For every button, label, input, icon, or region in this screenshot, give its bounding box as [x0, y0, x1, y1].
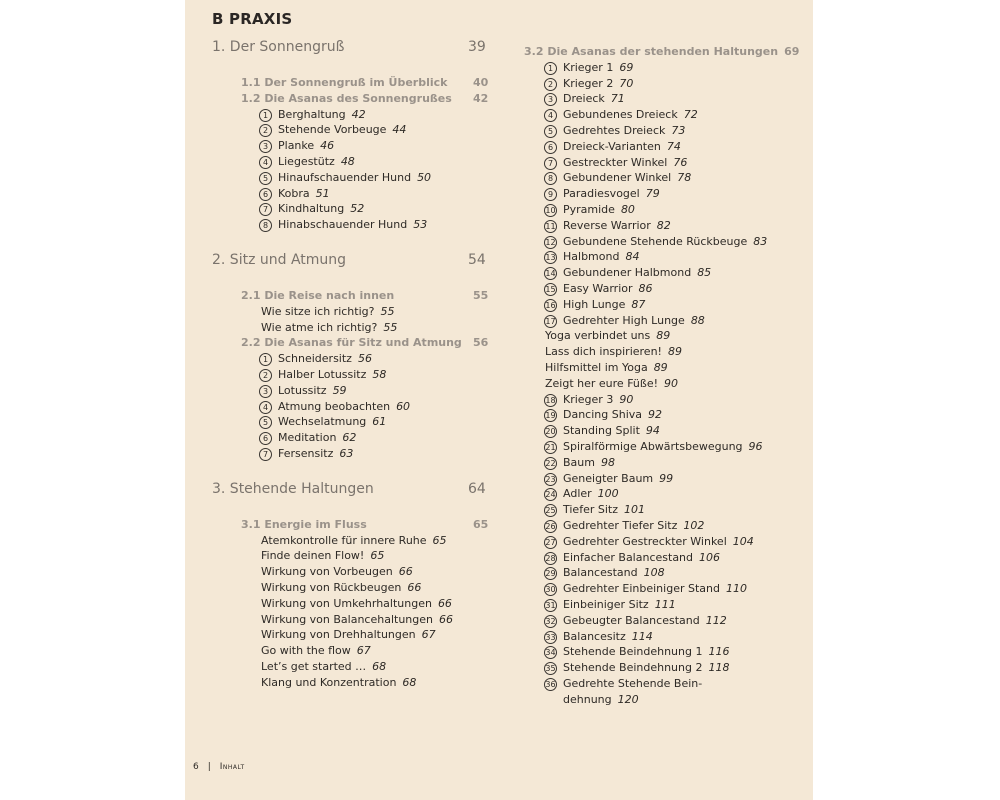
item-page: 104	[732, 534, 754, 548]
list-item	[544, 566, 665, 580]
number-circle-icon: 6	[544, 141, 557, 154]
item-page: 78	[677, 171, 692, 185]
number-circle-icon: 4	[544, 109, 557, 122]
item-title: Liegestütz	[278, 155, 335, 168]
number-circle-icon: 25	[545, 506, 556, 516]
item-title: Wie atme ich richtig?	[261, 320, 378, 334]
item-page: 66	[437, 596, 452, 610]
number-circle-icon: 33	[545, 632, 556, 642]
list-item	[544, 61, 633, 75]
number-circle-icon: 28	[545, 553, 556, 563]
section-page: 69	[784, 45, 800, 58]
item-title: Zeigt her eure Füße!	[545, 376, 658, 390]
item-title: Yoga verbindet uns	[545, 329, 651, 343]
list-item	[544, 203, 635, 217]
list-item	[545, 361, 668, 375]
number-circle-icon: 21	[545, 443, 556, 452]
item-page: 99	[659, 471, 674, 485]
list-item	[544, 503, 645, 517]
item-page: 86	[638, 282, 653, 295]
item-title: Wechselatmung	[278, 415, 367, 429]
item-title: Balancestand	[563, 566, 638, 580]
item-title: Kindhaltung	[278, 202, 345, 216]
number-circle-icon: 31	[545, 601, 556, 610]
item-title: Paradiesvogel	[563, 187, 640, 201]
item-title: Wie sitze ich richtig?	[261, 304, 375, 318]
number-circle-icon: 23	[545, 474, 556, 484]
number-circle-icon: 11	[545, 221, 556, 231]
item-title: Standing Split	[563, 424, 640, 438]
list-item	[544, 645, 729, 659]
number-circle-icon: 8	[259, 219, 272, 232]
section-title: 1.1 Der Sonnengruß im Überblick	[241, 76, 448, 89]
item-title: Berghaltung	[278, 107, 346, 121]
item-page: 89	[667, 345, 682, 359]
item-page: 66	[407, 581, 422, 594]
item-page: 62	[342, 431, 357, 445]
item-page: 120	[617, 692, 639, 706]
item-page: 56	[357, 352, 372, 366]
item-page: 53	[413, 218, 428, 232]
item-title: Gedrehter Gestreckter Winkel	[563, 534, 727, 548]
item-title: Stehende Vorbeuge	[278, 123, 387, 137]
list-item	[544, 440, 763, 454]
list-item	[261, 613, 453, 627]
item-page: 46	[320, 139, 335, 153]
item-title: Wirkung von Balancehaltungen	[261, 612, 433, 626]
number-circle-icon: 29	[545, 569, 556, 579]
item-title: Gebundene Stehende Rückbeuge	[563, 234, 748, 248]
list-item	[544, 266, 711, 280]
item-title: Gebundener Halbmond	[563, 266, 692, 280]
number-circle-icon: 4	[259, 401, 272, 414]
item-title: Gedrehter High Lunge	[563, 313, 685, 327]
item-page: 60	[396, 399, 411, 413]
item-page: 85	[697, 266, 712, 280]
item-title: Wirkung von Vorbeugen	[261, 565, 393, 579]
footer-page-number: 6	[193, 762, 199, 772]
number-circle-icon: 34	[545, 648, 556, 658]
item-title: Wirkung von Umkehrhaltungen	[261, 596, 432, 610]
list-item	[544, 598, 676, 612]
item-page: 72	[683, 108, 698, 122]
number-circle-icon: 10	[545, 206, 556, 215]
list-item	[261, 534, 447, 548]
section-title: 3.1 Energie im Fluss	[241, 517, 367, 531]
list-item	[544, 630, 653, 644]
item-page: 63	[339, 447, 354, 460]
item-title: Einfacher Balancestand	[563, 550, 694, 564]
number-circle-icon: 16	[545, 300, 556, 310]
number-circle-icon: 35	[545, 664, 556, 674]
list-item	[259, 139, 334, 153]
item-page: 76	[673, 155, 688, 169]
item-title: Let’s get started …	[261, 660, 367, 673]
list-item	[261, 676, 416, 690]
item-title: Pyramide	[563, 203, 615, 216]
item-title: High Lunge	[563, 297, 626, 311]
number-circle-icon: 5	[259, 172, 272, 185]
item-title: Go with the flow	[261, 644, 351, 658]
item-page: 106	[699, 550, 721, 564]
item-title: Dreieck	[563, 92, 605, 106]
item-title: Klang und Konzentration	[261, 675, 397, 689]
item-title: Krieger 1	[563, 60, 614, 74]
item-page: 67	[421, 628, 436, 642]
list-item	[259, 431, 356, 445]
list-item	[545, 377, 678, 391]
item-page: 92	[648, 408, 662, 422]
item-title: Fersensitz	[278, 447, 334, 460]
page-footer	[193, 762, 245, 772]
number-circle-icon: 7	[259, 448, 272, 461]
number-circle-icon: 8	[544, 172, 557, 185]
item-page: 66	[439, 612, 453, 626]
item-page: 82	[656, 218, 671, 232]
number-circle-icon: 3	[259, 385, 272, 398]
list-item	[544, 156, 687, 170]
item-title: Reverse Warrior	[563, 218, 651, 232]
item-title: Schneidersitz	[278, 352, 352, 366]
item-title: Stehende Beindehnung 2	[563, 661, 703, 675]
item-title: Spiralförmige Abwärtsbewegung	[563, 440, 743, 453]
item-page: 70	[619, 76, 634, 90]
list-item	[545, 329, 670, 343]
list-item	[259, 400, 410, 414]
list-item	[544, 108, 698, 122]
item-page: 89	[656, 329, 671, 343]
list-item	[544, 77, 633, 91]
item-page: 65	[432, 533, 447, 547]
list-item	[544, 535, 754, 549]
section-page: 56	[473, 336, 489, 350]
number-circle-icon: 2	[259, 124, 272, 137]
list-item	[259, 202, 364, 216]
item-page: 84	[625, 250, 640, 264]
section-page: 55	[473, 289, 489, 302]
list-item	[544, 187, 660, 201]
item-title: Balancesitz	[563, 629, 626, 643]
item-page: 87	[631, 297, 646, 311]
section-heading	[241, 517, 489, 532]
list-item	[544, 582, 747, 596]
number-circle-icon: 18	[545, 395, 556, 405]
chapter-heading	[212, 252, 486, 268]
item-title: Krieger 2	[563, 76, 614, 90]
item-page: 50	[417, 170, 432, 184]
item-page: 73	[671, 124, 686, 137]
number-circle-icon: 17	[545, 316, 556, 326]
chapter-title: 1. Der Sonnengruß	[212, 39, 345, 55]
item-title: Lass dich inspirieren!	[545, 345, 662, 359]
list-item	[261, 565, 413, 579]
item-title: Gedrehter Einbeiniger Stand	[563, 582, 720, 596]
item-title: Halbmond	[563, 250, 620, 264]
item-page: 48	[340, 155, 355, 168]
list-item	[261, 581, 421, 595]
list-item	[544, 314, 705, 328]
number-circle-icon: 7	[259, 203, 272, 216]
section-page: 40	[473, 76, 489, 89]
list-item	[259, 384, 347, 398]
list-item	[544, 614, 727, 628]
number-circle-icon: 14	[545, 269, 556, 279]
list-item	[544, 124, 685, 138]
item-title: Lotussitz	[278, 383, 327, 397]
list-item	[544, 298, 645, 312]
item-page: 112	[705, 613, 727, 627]
list-item	[544, 519, 704, 533]
number-circle-icon: 22	[545, 458, 556, 468]
item-page: 55	[383, 320, 398, 334]
number-circle-icon: 26	[545, 522, 556, 531]
list-item	[544, 250, 639, 264]
list-item	[259, 218, 427, 232]
item-page: 88	[690, 313, 705, 327]
item-title: Gedrehte Stehende Bein-	[563, 677, 703, 690]
list-item	[261, 321, 397, 335]
number-circle-icon: 32	[545, 616, 556, 626]
item-page: 89	[653, 361, 668, 374]
footer-separator: |	[207, 762, 211, 772]
item-page: 44	[392, 123, 407, 137]
item-page: 61	[372, 415, 387, 429]
number-circle-icon: 7	[544, 157, 557, 170]
item-page: 100	[597, 487, 619, 501]
number-circle-icon: 6	[259, 188, 272, 201]
list-item	[259, 447, 353, 461]
list-item	[544, 171, 691, 185]
item-title: Baum	[563, 455, 595, 469]
item-title: Gebundenes Dreieck	[563, 108, 678, 122]
list-item	[544, 408, 662, 422]
section-heading	[241, 76, 489, 90]
section-title: 1.2 Die Asanas des Sonnengrußes	[241, 91, 452, 105]
item-page: 118	[708, 661, 730, 675]
item-title: Hinaufschauender Hund	[278, 170, 412, 184]
item-title: Halber Lotussitz	[278, 368, 367, 381]
item-title: Meditation	[278, 431, 337, 445]
item-page: 65	[370, 549, 385, 563]
section-heading	[524, 45, 799, 59]
item-page: 83	[753, 234, 768, 248]
list-item-continuation	[563, 693, 639, 707]
list-item	[544, 456, 615, 470]
number-circle-icon: 30	[545, 585, 556, 595]
number-circle-icon: 5	[544, 125, 557, 138]
number-circle-icon: 20	[545, 427, 556, 437]
item-title: Atemkontrolle für innere Ruhe	[261, 533, 427, 547]
list-item	[259, 108, 366, 122]
item-title: Adler	[563, 487, 592, 501]
item-page: 111	[654, 598, 676, 611]
item-page: 90	[664, 376, 678, 390]
number-circle-icon: 5	[259, 416, 272, 429]
list-item	[261, 644, 371, 658]
section-title: 3.2 Die Asanas der stehenden Haltungen	[524, 45, 779, 58]
list-item	[544, 140, 681, 154]
item-title: Gestreckter Winkel	[563, 155, 668, 169]
list-item	[259, 415, 386, 429]
list-item	[544, 282, 653, 296]
item-page: 102	[683, 519, 705, 532]
item-title: Hinabschauender Hund	[278, 218, 408, 232]
section-page: 65	[473, 517, 489, 531]
list-item	[545, 345, 682, 359]
number-circle-icon: 24	[545, 490, 556, 500]
item-page: 110	[725, 582, 747, 596]
chapter-page: 54	[468, 252, 486, 268]
number-circle-icon: 36	[545, 680, 556, 689]
number-circle-icon: 15	[545, 285, 556, 294]
number-circle-icon: 4	[259, 156, 272, 169]
section-heading	[241, 289, 489, 303]
footer-label: Inhalt	[219, 762, 245, 772]
list-item	[261, 305, 394, 319]
item-page: 68	[402, 675, 417, 689]
number-circle-icon: 6	[259, 432, 272, 445]
number-circle-icon: 19	[545, 411, 556, 421]
item-title: Atmung beobachten	[278, 399, 391, 413]
item-page: 101	[624, 503, 645, 517]
number-circle-icon: 2	[544, 78, 557, 91]
list-item	[261, 597, 452, 611]
item-title: Tiefer Sitz	[563, 503, 618, 517]
item-title: Planke	[278, 139, 315, 153]
list-item	[259, 171, 431, 185]
section-heading: B PRAXIS	[212, 10, 293, 28]
item-title: Kobra	[278, 186, 310, 200]
list-item	[544, 551, 720, 565]
list-item	[259, 155, 355, 169]
item-page: 58	[372, 368, 387, 381]
item-page: 66	[398, 565, 413, 579]
list-item	[544, 677, 702, 691]
number-circle-icon: 27	[545, 537, 556, 547]
list-item	[544, 235, 767, 249]
item-page: 94	[645, 424, 660, 438]
item-page: 59	[332, 383, 347, 397]
chapter-page: 64	[468, 480, 486, 497]
item-title: dehnung	[563, 692, 612, 706]
list-item	[544, 487, 619, 501]
number-circle-icon: 12	[545, 237, 556, 247]
list-item	[544, 424, 660, 438]
item-title: Wirkung von Drehhaltungen	[261, 628, 416, 642]
section-title: 2.1 Die Reise nach innen	[241, 289, 395, 302]
number-circle-icon: 13	[545, 253, 556, 263]
chapter-heading	[212, 39, 486, 55]
item-title: Stehende Beindehnung 1	[563, 645, 703, 659]
item-page: 55	[380, 304, 395, 318]
number-circle-icon: 3	[544, 93, 557, 106]
item-title: Krieger 3	[563, 392, 614, 406]
chapter-page: 39	[468, 39, 486, 55]
list-item	[259, 123, 406, 137]
item-page: 68	[372, 660, 387, 673]
item-page: 67	[356, 644, 371, 658]
item-title: Easy Warrior	[563, 282, 633, 295]
item-page: 114	[631, 629, 653, 643]
item-page: 52	[350, 202, 365, 216]
list-item	[259, 352, 372, 366]
item-page: 80	[620, 203, 635, 216]
item-title: Wirkung von Rückbeugen	[261, 581, 402, 594]
list-item	[544, 92, 625, 106]
chapter-heading	[212, 480, 486, 497]
item-page: 71	[610, 92, 625, 106]
section-heading	[241, 336, 489, 350]
item-page: 116	[708, 645, 730, 659]
chapter-title: 2. Sitz und Atmung	[212, 252, 347, 268]
item-title: Gedrehtes Dreieck	[563, 124, 666, 137]
list-item	[261, 628, 436, 642]
number-circle-icon: 1	[544, 62, 557, 75]
item-title: Dancing Shiva	[563, 408, 642, 422]
item-title: Gedrehter Tiefer Sitz	[563, 519, 678, 532]
item-title: Finde deinen Flow!	[261, 549, 365, 563]
item-page: 74	[666, 139, 681, 153]
section-heading	[241, 91, 489, 106]
item-title: Hilfsmittel im Yoga	[545, 361, 648, 374]
list-item	[544, 393, 633, 407]
section-page: 42	[473, 91, 489, 105]
number-circle-icon: 1	[259, 353, 272, 366]
item-title: Geneigter Baum	[563, 471, 654, 485]
number-circle-icon: 2	[259, 369, 272, 382]
item-page: 96	[748, 440, 763, 453]
item-title: Gebeugter Balancestand	[563, 613, 700, 627]
item-page: 51	[315, 186, 330, 200]
list-item	[259, 187, 330, 201]
item-title: Gebundener Winkel	[563, 171, 672, 185]
number-circle-icon: 1	[259, 109, 272, 122]
item-page: 69	[619, 60, 634, 74]
item-page: 98	[600, 455, 615, 469]
number-circle-icon: 3	[259, 140, 272, 153]
list-item	[261, 660, 386, 674]
item-page: 108	[643, 566, 665, 580]
list-item	[544, 219, 671, 233]
chapter-title: 3. Stehende Haltungen	[212, 480, 374, 497]
section-title: 2.2 Die Asanas für Sitz und Atmung	[241, 336, 462, 350]
item-title: Dreieck-Varianten	[563, 139, 661, 153]
list-item	[544, 661, 729, 675]
item-page: 90	[619, 392, 634, 406]
list-item	[544, 472, 673, 486]
list-item	[261, 549, 384, 563]
number-circle-icon: 9	[544, 188, 557, 201]
list-item	[259, 368, 386, 382]
item-page: 79	[645, 187, 660, 201]
item-title: Einbeiniger Sitz	[563, 598, 649, 611]
item-page: 42	[351, 107, 366, 121]
